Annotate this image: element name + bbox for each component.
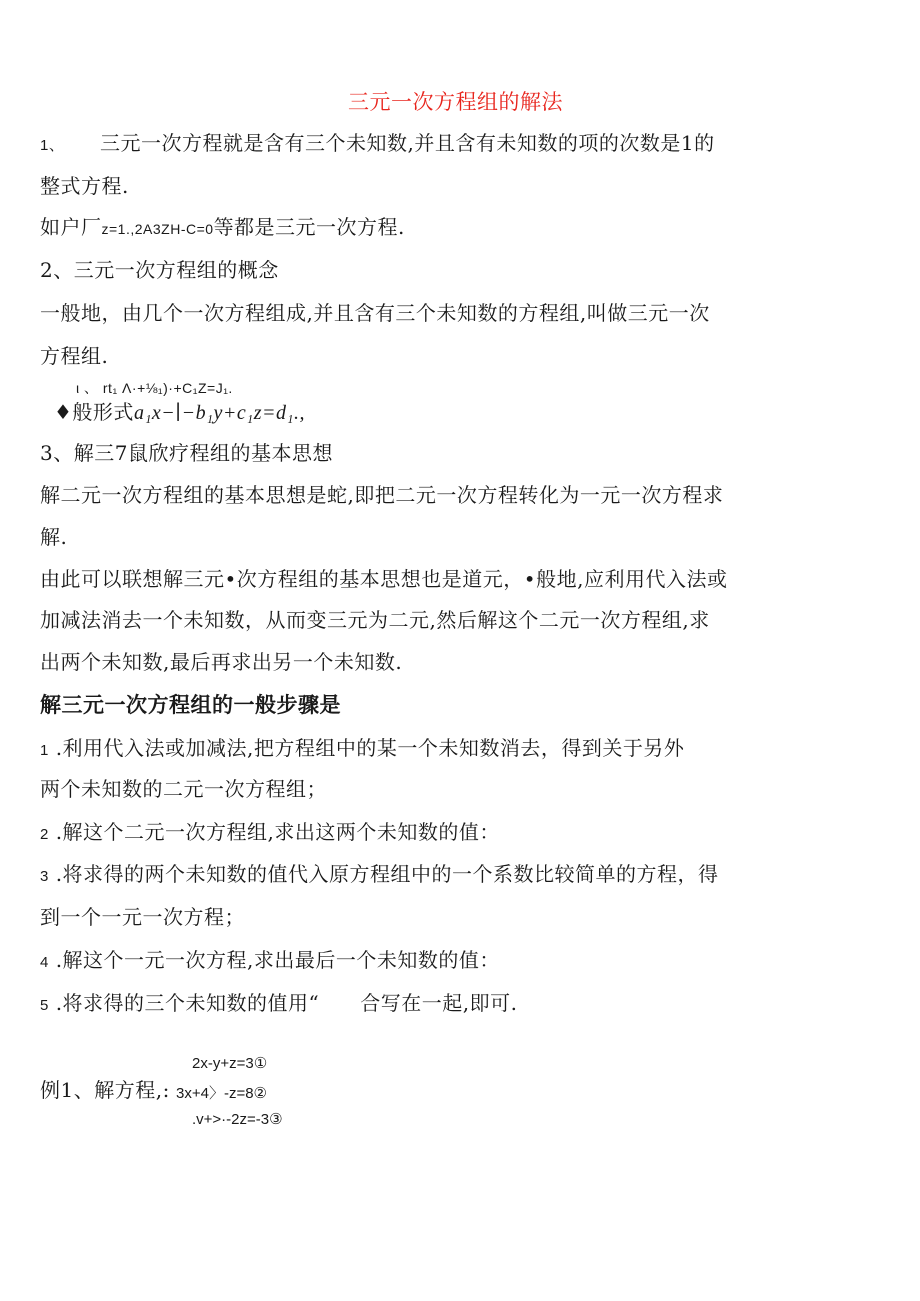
- equation-2: 3x+4〉-z=8②: [176, 1085, 267, 1102]
- general-form-label: ♦般形式: [54, 400, 134, 424]
- step-text: .将求得的两个未知数的值代入原方程组中的一个系数比较简单的方程，得: [55, 862, 719, 886]
- equation-1: 2x-y+z=3①: [192, 1055, 268, 1072]
- section-3-p1-line-1: 解二元一次方程组的基本思想是蛇,即把二元一次方程转化为一元一次方程求: [40, 483, 724, 507]
- general-form-formula: a₁x−∣−b₁y+c₁z=d₁.,: [133, 402, 305, 424]
- example-formula: z=1.,2A3ZH-C=0: [101, 221, 214, 237]
- page-title: 三元一次方程组的解法: [348, 90, 563, 114]
- step-2: [40, 820, 500, 847]
- step-3-continuation: 到一个一元一次方程；: [40, 905, 245, 929]
- section-2-heading: 2、三元一次方程组的概念: [40, 258, 279, 282]
- steps-heading: 解三元一次方程组的一般步骤是: [40, 693, 341, 717]
- step-1: [40, 736, 684, 763]
- step-4: [40, 948, 500, 975]
- section-1-number: 1、: [40, 137, 65, 154]
- section-1: [40, 131, 64, 158]
- step-text: .解这个二元一次方程组,求出这两个未知数的值：: [55, 820, 500, 844]
- step-number: 1: [40, 742, 49, 759]
- example-prefix: 如户厂: [40, 215, 102, 239]
- step-text: .将求得的三个未知数的值用“ 合写在一起,即可.: [55, 991, 518, 1015]
- step-number: 5: [40, 997, 49, 1014]
- general-form-line: [54, 400, 305, 425]
- step-5: [40, 991, 518, 1018]
- section-1-line-2: 整式方程.: [40, 174, 129, 198]
- section-1-example-line: [40, 215, 405, 241]
- example-label: 例1、解方程,:: [40, 1078, 170, 1102]
- section-3-heading: 3、解三7鼠欣疗程组的基本思想: [40, 441, 333, 465]
- section-3-p2-line-2: 加减法消去一个未知数，从而变三元为二元,然后解这个二元一次方程组,求: [40, 608, 710, 632]
- example-suffix: 等都是三元一次方程.: [213, 215, 405, 239]
- step-3: [40, 862, 719, 889]
- step-text: .解这个一元一次方程,求出最后一个未知数的值：: [55, 948, 500, 972]
- section-2-line-1: 一般地，由几个一次方程组成,并且含有三个未知数的方程组,叫做三元一次: [40, 301, 710, 325]
- equation-3: .v+>·-2z=-3③: [192, 1111, 283, 1128]
- step-text: .利用代入法或加减法,把方程组中的某一个未知数消去，得到关于另外: [55, 736, 685, 760]
- step-number: 3: [40, 868, 49, 885]
- section-2-line-2: 方程组.: [40, 344, 109, 368]
- step-number: 2: [40, 826, 49, 843]
- section-1-line-1: 三元一次方程就是含有三个未知数,并且含有未知数的项的次数是1的: [100, 131, 715, 155]
- section-3-p2-line-3: 出两个未知数,最后再求出另一个未知数.: [40, 650, 403, 674]
- step-number: 4: [40, 954, 49, 971]
- section-3-p2-line-1: 由此可以联想解三元•次方程组的基本思想也是道元，•般地,应利用代入法或: [40, 567, 728, 591]
- section-3-p1-line-2: 解.: [40, 525, 68, 549]
- general-form-top-formula: ι 、 rt₁ Λ·+⅛₁)·+C₁Z=J₁.: [76, 380, 233, 396]
- step-1-continuation: 两个未知数的二元一次方程组；: [40, 777, 327, 801]
